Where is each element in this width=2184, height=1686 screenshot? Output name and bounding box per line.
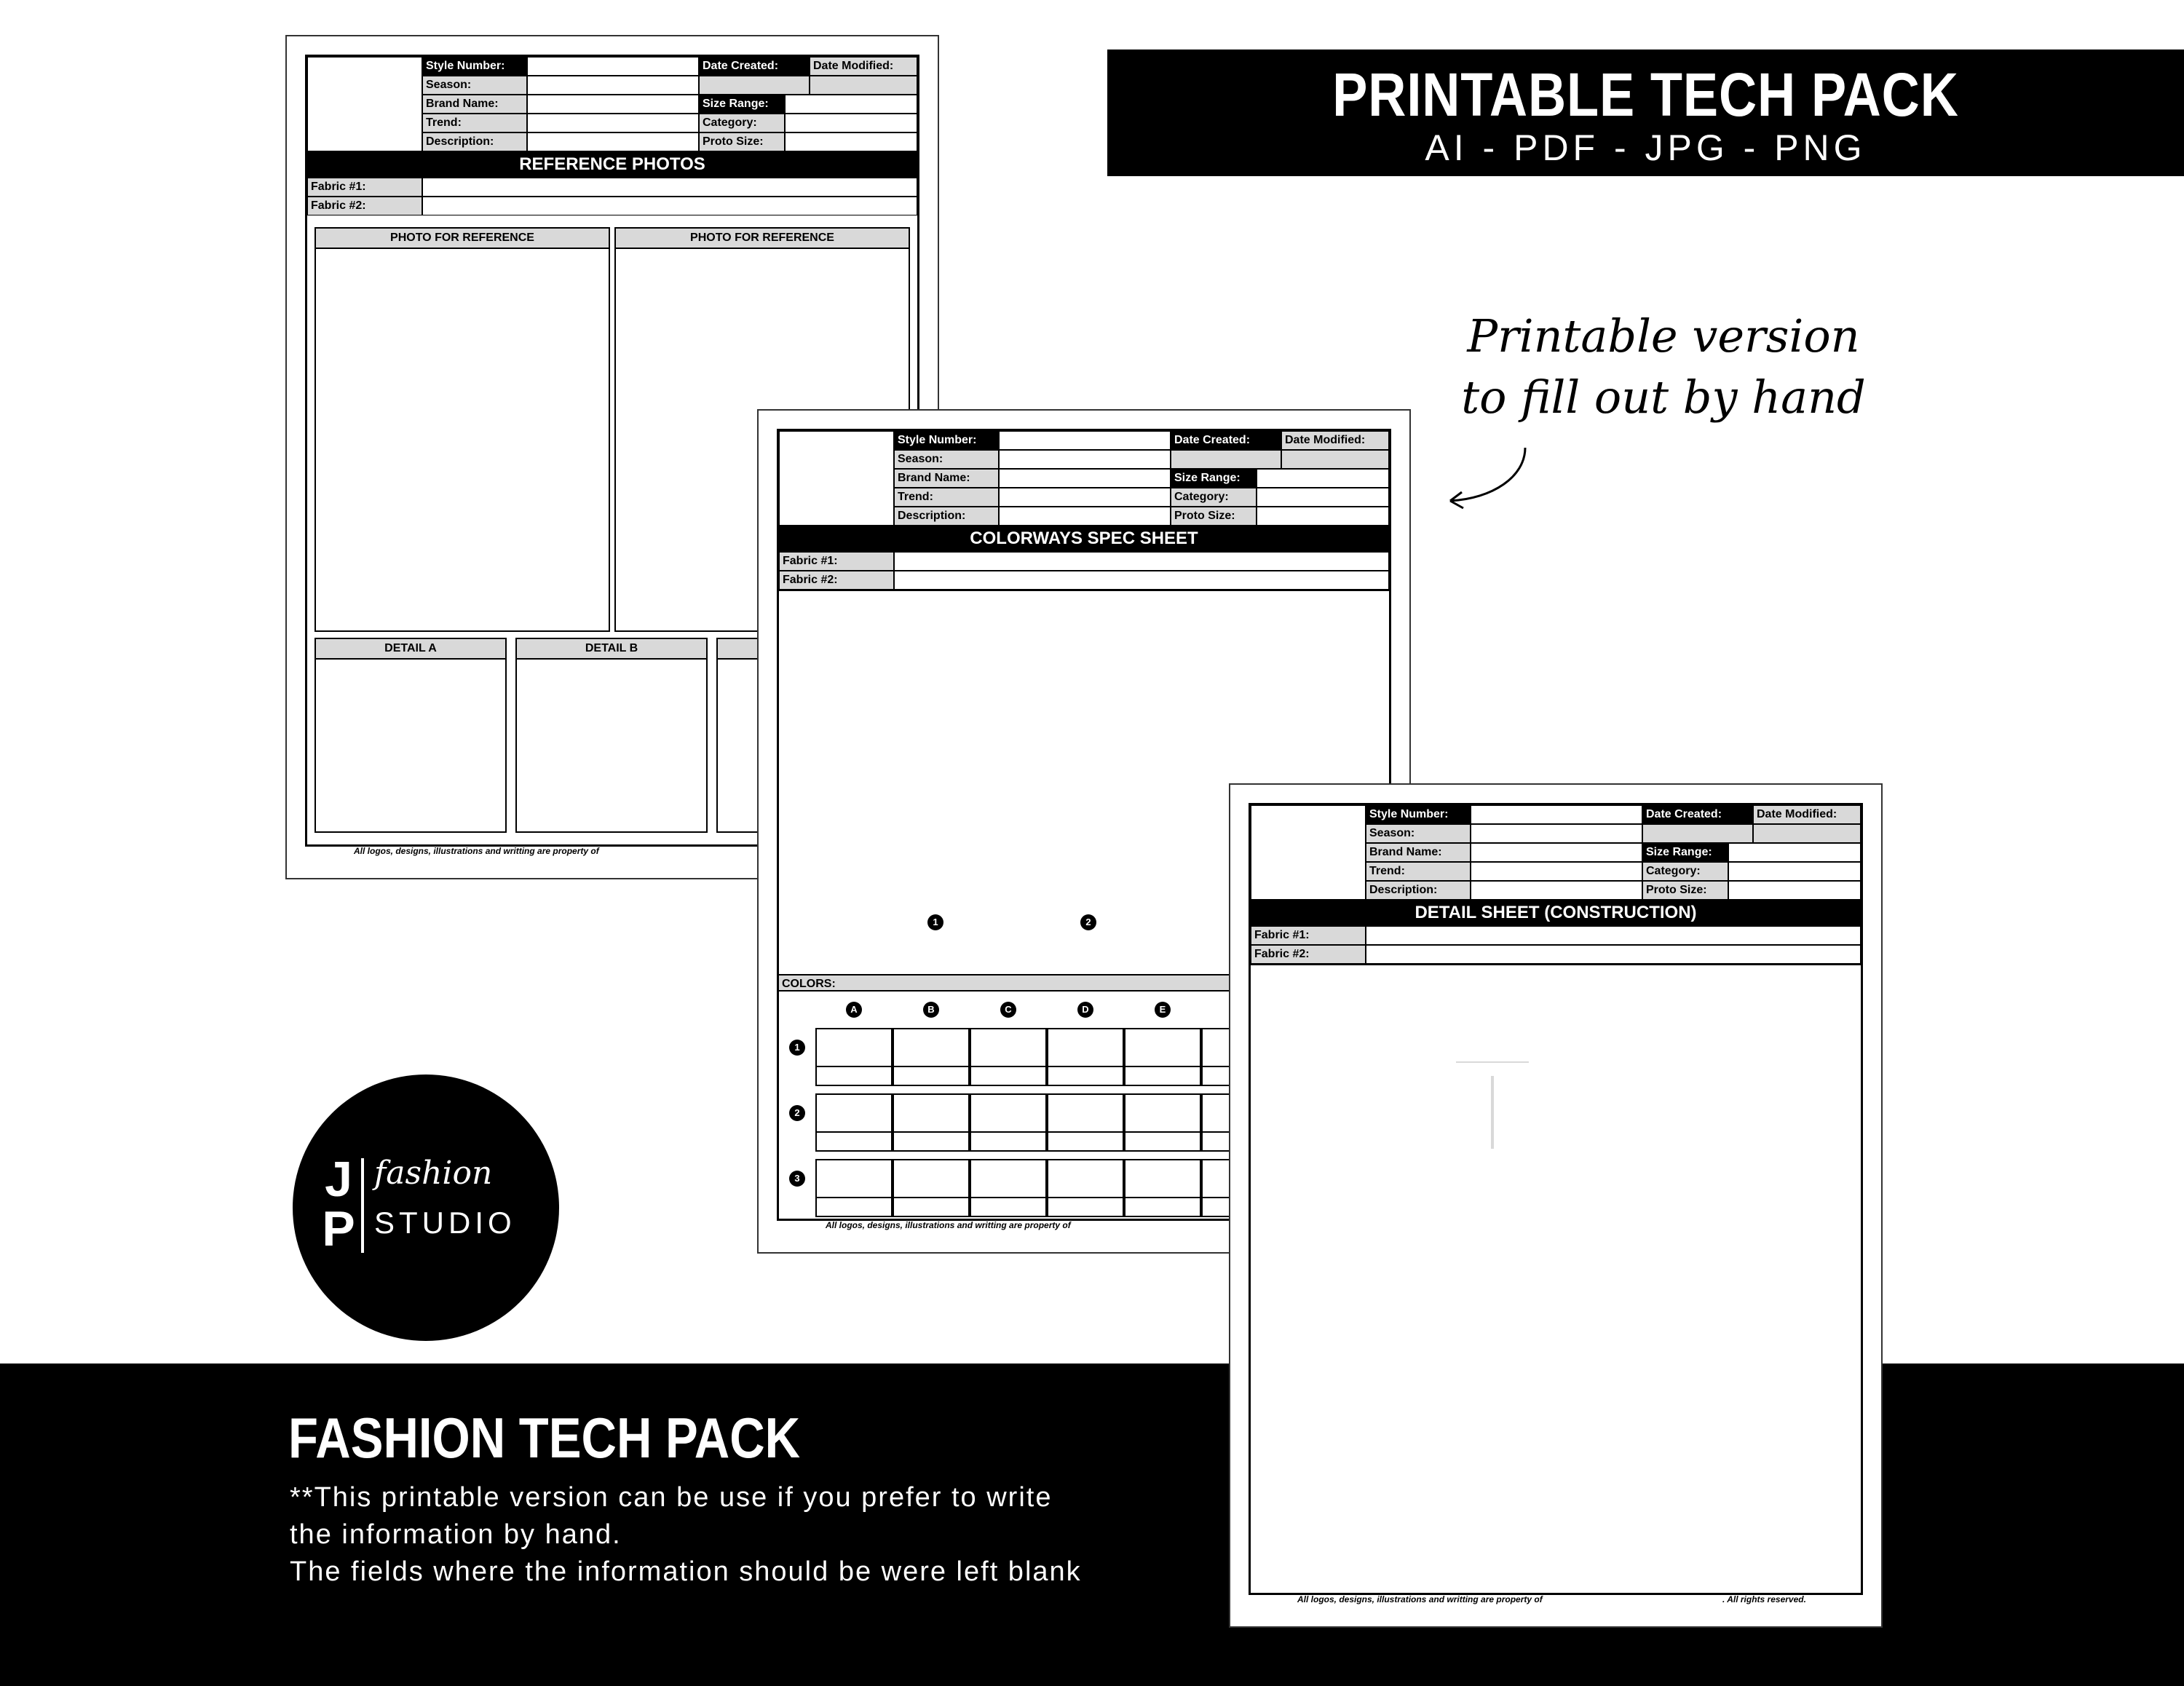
field-trend[interactable] xyxy=(999,488,1171,507)
watermark xyxy=(1449,1061,1536,1571)
color-swatch-cell[interactable] xyxy=(970,1093,1047,1152)
label-date-created: Date Created: xyxy=(699,57,810,76)
label-date-created: Date Created: xyxy=(1171,431,1281,450)
note-line-2: to fill out by hand xyxy=(1461,371,1866,424)
header-grid xyxy=(779,431,1389,526)
logo-area xyxy=(1251,805,1366,900)
field-brand-name[interactable] xyxy=(1471,843,1642,862)
field-style-number[interactable] xyxy=(1471,805,1642,824)
divider xyxy=(779,590,1389,591)
color-swatch-cell[interactable] xyxy=(1047,1028,1124,1086)
label-category: Category: xyxy=(1171,488,1257,507)
column-marker: D xyxy=(1077,1002,1093,1018)
field-date-modified[interactable] xyxy=(1753,824,1861,843)
field-season[interactable] xyxy=(527,76,699,95)
label-season: Season: xyxy=(422,76,527,95)
detail-box-b-header: DETAIL B xyxy=(517,639,706,660)
sheet-footer: All logos, designs, illustrations and writting are property of xyxy=(826,1220,1071,1230)
color-name-cell[interactable] xyxy=(817,1197,891,1216)
label-proto-size: Proto Size: xyxy=(699,132,785,151)
label-date-modified: Date Modified: xyxy=(1281,431,1389,450)
label-trend: Trend: xyxy=(1366,862,1471,881)
color-name-cell[interactable] xyxy=(971,1131,1045,1150)
bottom-text-line-3: The fields where the information should be were left blank xyxy=(290,1556,1082,1587)
bottom-text-line-1: **This printable version can be use if you prefer to write xyxy=(290,1482,1053,1513)
color-name-cell[interactable] xyxy=(1125,1131,1200,1150)
logo-divider xyxy=(361,1158,364,1253)
logo-area xyxy=(307,57,422,151)
fabric-grid xyxy=(779,552,1389,590)
curved-arrow-icon xyxy=(1441,444,1536,510)
field-brand-name[interactable] xyxy=(527,95,699,114)
color-name-cell[interactable] xyxy=(894,1131,968,1150)
field-fabric-2[interactable] xyxy=(1366,945,1861,964)
banner-formats: AI - PDF - JPG - PNG xyxy=(1425,127,1867,168)
field-season[interactable] xyxy=(999,450,1171,469)
label-category: Category: xyxy=(699,114,785,132)
logo-word-fashion: fashion xyxy=(374,1155,493,1192)
color-swatch-cell[interactable] xyxy=(815,1159,893,1217)
field-date-created[interactable] xyxy=(1171,450,1281,469)
label-size-range: Size Range: xyxy=(1642,843,1728,862)
field-size-range[interactable] xyxy=(785,95,917,114)
field-date-modified[interactable] xyxy=(810,76,917,95)
header-banner xyxy=(1107,50,2184,176)
field-size-range[interactable] xyxy=(1728,843,1861,862)
label-fabric-2: Fabric #2: xyxy=(307,197,422,215)
colors-label: COLORS: xyxy=(779,974,1389,992)
sheet-detail-construction xyxy=(1229,783,1883,1628)
detail-box-b[interactable] xyxy=(515,638,708,833)
label-date-created: Date Created: xyxy=(1642,805,1753,824)
logo-word-studio: STUDIO xyxy=(374,1206,516,1240)
field-fabric-2[interactable] xyxy=(894,571,1389,590)
color-swatch-cell[interactable] xyxy=(893,1028,970,1086)
sheet-footer: All logos, designs, illustrations and writting are property of xyxy=(1297,1594,1543,1604)
color-name-cell[interactable] xyxy=(1048,1066,1123,1085)
logo-initials xyxy=(320,1152,357,1256)
label-fabric-1: Fabric #1: xyxy=(307,178,422,197)
sheet-rights: . All rights reserved. xyxy=(1722,1594,1806,1604)
marker-2: 2 xyxy=(1080,914,1096,930)
color-name-cell[interactable] xyxy=(1048,1131,1123,1150)
label-trend: Trend: xyxy=(422,114,527,132)
label-style-number: Style Number: xyxy=(422,57,527,76)
color-name-cell[interactable] xyxy=(817,1131,891,1150)
row-marker: 1 xyxy=(789,1040,805,1056)
handwritten-note xyxy=(1445,306,1882,428)
logo-area xyxy=(779,431,894,526)
color-name-cell[interactable] xyxy=(1048,1197,1123,1216)
row-marker: 2 xyxy=(789,1105,805,1121)
bottom-title: FASHION TECH PACK xyxy=(288,1406,801,1470)
field-fabric-1[interactable] xyxy=(894,552,1389,571)
color-swatch-cell[interactable] xyxy=(970,1159,1047,1217)
label-style-number: Style Number: xyxy=(894,431,999,450)
bottom-text-line-2: the information by hand. xyxy=(290,1519,622,1550)
color-name-cell[interactable] xyxy=(894,1197,968,1216)
fabric-grid xyxy=(1251,926,1861,964)
label-date-modified: Date Modified: xyxy=(810,57,917,76)
detail-box-a-header: DETAIL A xyxy=(316,639,505,660)
color-name-cell[interactable] xyxy=(971,1197,1045,1216)
label-description: Description: xyxy=(894,507,999,526)
brand-logo xyxy=(293,1074,559,1341)
label-fabric-2: Fabric #2: xyxy=(779,571,894,590)
logo-initial-j: J xyxy=(325,1152,352,1207)
color-swatch-cell[interactable] xyxy=(1047,1159,1124,1217)
logo-initial-p: P xyxy=(322,1201,355,1256)
field-fabric-2[interactable] xyxy=(422,197,917,215)
column-marker: C xyxy=(1000,1002,1016,1018)
field-style-number[interactable] xyxy=(527,57,699,76)
label-size-range: Size Range: xyxy=(1171,469,1257,488)
color-swatch-cell[interactable] xyxy=(893,1093,970,1152)
color-swatch-cell[interactable] xyxy=(970,1028,1047,1086)
color-swatch-cell[interactable] xyxy=(815,1028,893,1086)
field-description[interactable] xyxy=(527,132,699,151)
field-category[interactable] xyxy=(1728,862,1861,881)
photo-box-1-header: PHOTO FOR REFERENCE xyxy=(316,229,609,249)
label-style-number: Style Number: xyxy=(1366,805,1471,824)
color-name-cell[interactable] xyxy=(817,1066,891,1085)
color-swatch-cell[interactable] xyxy=(893,1159,970,1217)
field-brand-name[interactable] xyxy=(999,469,1171,488)
label-brand-name: Brand Name: xyxy=(1366,843,1471,862)
field-description[interactable] xyxy=(1471,881,1642,900)
label-fabric-2: Fabric #2: xyxy=(1251,945,1366,964)
label-description: Description: xyxy=(422,132,527,151)
label-fabric-1: Fabric #1: xyxy=(1251,926,1366,945)
label-proto-size: Proto Size: xyxy=(1642,881,1728,900)
label-brand-name: Brand Name: xyxy=(422,95,527,114)
header-grid xyxy=(1251,805,1861,900)
watermark-icon xyxy=(1449,1061,1536,1571)
label-season: Season: xyxy=(894,450,999,469)
field-trend[interactable] xyxy=(1471,862,1642,881)
color-name-cell[interactable] xyxy=(1125,1197,1200,1216)
label-description: Description: xyxy=(1366,881,1471,900)
note-line-1: Printable version xyxy=(1467,309,1860,363)
sheet-title: DETAIL SHEET (CONSTRUCTION) xyxy=(1251,900,1861,926)
field-description[interactable] xyxy=(999,507,1171,526)
sheet-title: REFERENCE PHOTOS xyxy=(307,151,917,178)
photo-box-2-header: PHOTO FOR REFERENCE xyxy=(616,229,909,249)
sheet-frame xyxy=(1249,803,1863,1595)
color-name-cell[interactable] xyxy=(971,1066,1045,1085)
field-style-number[interactable] xyxy=(999,431,1171,450)
field-fabric-1[interactable] xyxy=(422,178,917,197)
color-swatch-cell[interactable] xyxy=(1047,1093,1124,1152)
field-proto-size[interactable] xyxy=(1257,507,1389,526)
marker-1: 1 xyxy=(927,914,943,930)
color-name-cell[interactable] xyxy=(894,1066,968,1085)
field-proto-size[interactable] xyxy=(1728,881,1861,900)
construction-drawing-area[interactable] xyxy=(1251,965,1861,1593)
detail-box-a[interactable] xyxy=(314,638,507,833)
color-swatch-cell[interactable] xyxy=(1124,1159,1201,1217)
label-season: Season: xyxy=(1366,824,1471,843)
field-size-range[interactable] xyxy=(1257,469,1389,488)
field-date-created[interactable] xyxy=(699,76,810,95)
label-proto-size: Proto Size: xyxy=(1171,507,1257,526)
column-marker: B xyxy=(923,1002,939,1018)
label-trend: Trend: xyxy=(894,488,999,507)
column-marker: A xyxy=(846,1002,862,1018)
color-name-cell[interactable] xyxy=(1125,1066,1200,1085)
field-proto-size[interactable] xyxy=(785,132,917,151)
sheet-title: COLORWAYS SPEC SHEET xyxy=(779,526,1389,552)
field-trend[interactable] xyxy=(527,114,699,132)
row-marker: 3 xyxy=(789,1171,805,1187)
field-date-modified[interactable] xyxy=(1281,450,1389,469)
label-size-range: Size Range: xyxy=(699,95,785,114)
label-brand-name: Brand Name: xyxy=(894,469,999,488)
color-swatch-cell[interactable] xyxy=(1124,1028,1201,1086)
field-fabric-1[interactable] xyxy=(1366,926,1861,945)
sheet-footer: All logos, designs, illustrations and writting are property of xyxy=(354,846,599,856)
label-date-modified: Date Modified: xyxy=(1753,805,1861,824)
field-season[interactable] xyxy=(1471,824,1642,843)
label-category: Category: xyxy=(1642,862,1728,881)
color-swatch-cell[interactable] xyxy=(1124,1093,1201,1152)
label-fabric-1: Fabric #1: xyxy=(779,552,894,571)
field-category[interactable] xyxy=(785,114,917,132)
field-category[interactable] xyxy=(1257,488,1389,507)
fabric-grid xyxy=(307,178,917,215)
header-grid xyxy=(307,57,917,151)
field-date-created[interactable] xyxy=(1642,824,1753,843)
column-marker: E xyxy=(1155,1002,1171,1018)
photo-box-1[interactable] xyxy=(314,227,610,632)
banner-title: PRINTABLE TECH PACK xyxy=(1332,60,1959,129)
color-swatch-cell[interactable] xyxy=(815,1093,893,1152)
